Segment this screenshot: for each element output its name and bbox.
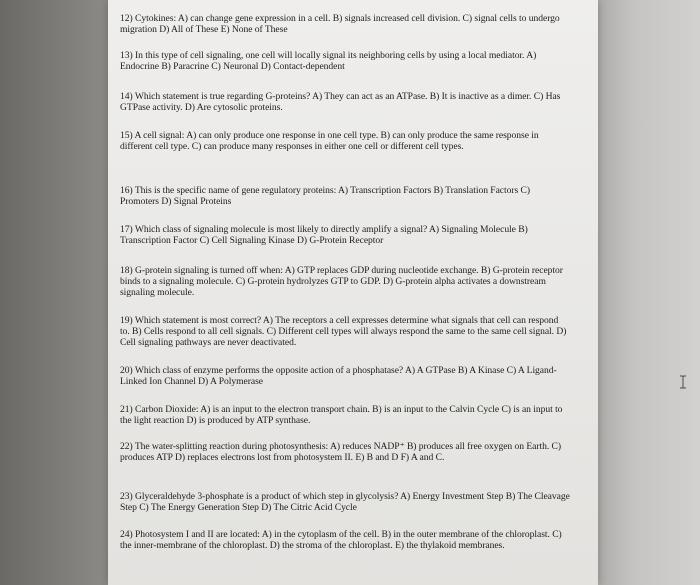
question-16 [120, 185, 570, 207]
question-14 [120, 91, 570, 113]
question-13 [120, 50, 570, 72]
question-text: 20) Which class of enzyme performs the opposite action of a phosphatase? A) A GTPase B) A Kinase C) A Ligand-Linked Ion Channel D) A Polymerase [120, 365, 557, 387]
question-18 [120, 265, 570, 298]
question-23 [120, 491, 570, 513]
question-text: 24) Photosystem I and II are located: A) in the cytoplasm of the cell. B) in the outer membrane of the chloroplast. C) the inner-membrane of the chloroplast. D) the stroma of the chloroplast. E) the thylakoid membranes. [120, 529, 562, 551]
question-text: 23) Glyceraldehyde 3-phosphate is a product of which step in glycolysis? A) Energy Investment Step B) The Cleavage Step C) The Energy Generation Step D) The Citric Acid Cycle [120, 491, 570, 513]
question-text: 12) Cytokines: A) can change gene expression in a cell. B) signals increased cell division. C) signal cells to undergo migration D) All of These E) None of These [120, 13, 560, 35]
question-24 [120, 529, 570, 551]
question-text: 16) This is the specific name of gene regulatory proteins: A) Transcription Factors B) Translation Factors C) Promoters D) Signal Proteins [120, 185, 531, 207]
question-22 [120, 441, 570, 463]
question-text: 13) In this type of cell signaling, one cell will locally signal its neighboring cells by using a local mediator. A) Endocrine B) Paracrine C) Neuronal D) Contact-dependent [120, 50, 537, 72]
question-17 [120, 224, 570, 246]
question-text: 19) Which statement is most correct? A) The receptors a cell expresses determine what signals that cell can respond to. B) Cells respond to all cell signals. C) Different cell types will always respond the same to the same cell signal. D) Cell signaling pathways are never deactivated. [120, 315, 567, 348]
worksheet-page [108, 0, 598, 585]
question-20 [120, 365, 570, 387]
question-21 [120, 404, 570, 426]
question-text: 22) The water-splitting reaction during photosynthesis: A) reduces NADP⁺ B) produces all free oxygen on Earth. C) produces ATP D) replaces electrons lost from photosystem II. E) B and D F) A and C. [120, 441, 562, 463]
question-19 [120, 315, 570, 348]
background-right [590, 0, 700, 585]
question-text: 14) Which statement is true regarding G-proteins? A) They can act as an ATPase. B) It is inactive as a dimer. C) Has GTPase activity. D) Are cytosolic proteins. [120, 91, 561, 113]
question-text: 18) G-protein signaling is turned off when: A) GTP replaces GDP during nucleotide exchange. B) G-protein receptor binds to a signaling molecule. C) G-protein hydrolyzes GTP to GDP. D) G-protein alpha activates a downstream signaling molecule. [120, 265, 563, 298]
background-left [0, 0, 112, 585]
text-cursor-icon [679, 375, 687, 389]
question-text: 21) Carbon Dioxide: A) is an input to the electron transport chain. B) is an input to the Calvin Cycle C) is an input to the light reaction D) is produced by ATP synthase. [120, 404, 563, 426]
question-text: 17) Which class of signaling molecule is most likely to directly amplify a signal? A) Signaling Molecule B) Transcription Factor C) Cell Signaling Kinase D) G-Protein Receptor [120, 224, 528, 246]
question-15 [120, 130, 570, 152]
question-12 [120, 13, 570, 35]
question-text: 15) A cell signal: A) can only produce one response in one cell type. B) can only produce the same response in different cell type. C) can produce many responses in either one cell or different cell types. [120, 130, 539, 152]
